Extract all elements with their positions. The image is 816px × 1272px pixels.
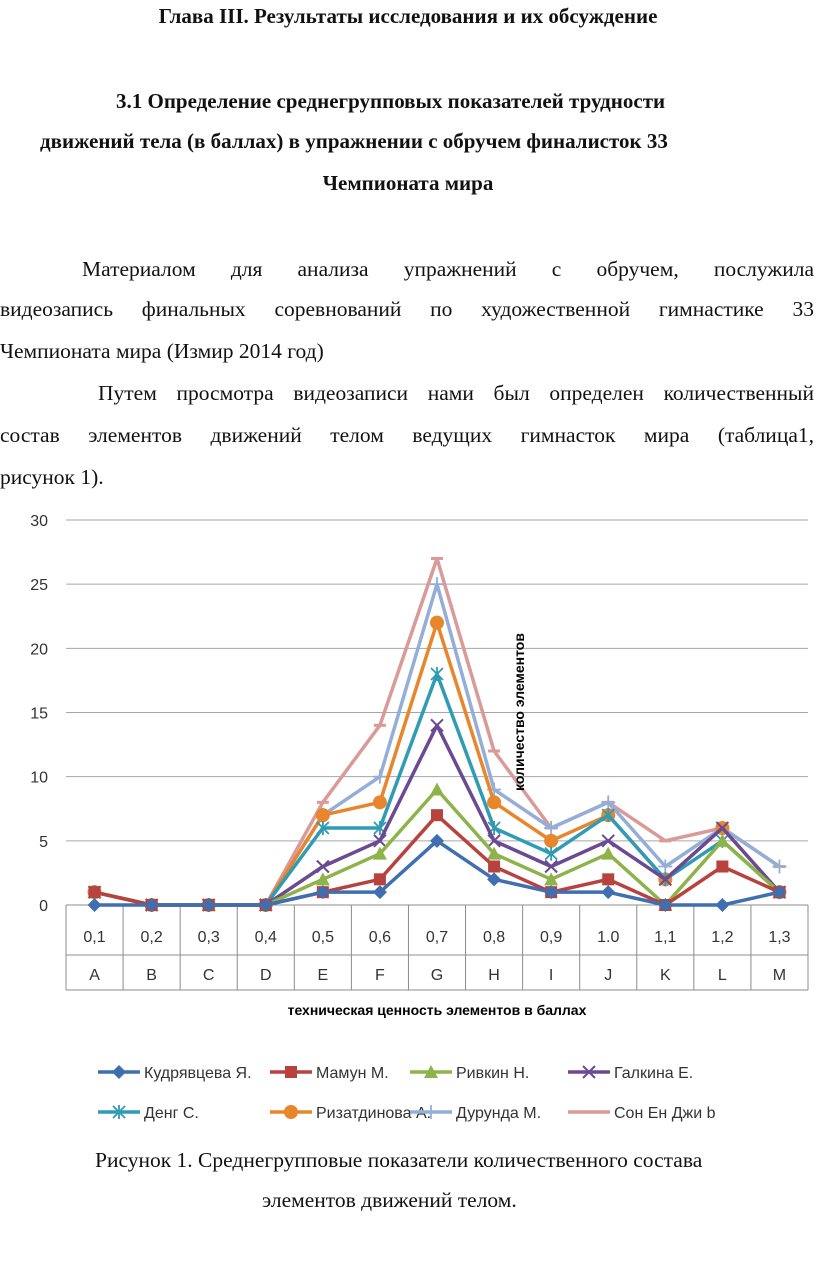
data-point bbox=[374, 873, 386, 885]
legend-label: Сон Ен Джи b bbox=[614, 1105, 716, 1122]
data-point bbox=[430, 616, 444, 630]
x-letter-label: C bbox=[202, 967, 215, 984]
x-letter-label: K bbox=[659, 967, 671, 984]
legend-item bbox=[98, 1065, 252, 1082]
chapter-title: Глава III. Результаты исследования и их обсуждение bbox=[158, 4, 658, 28]
data-point bbox=[89, 886, 101, 898]
chart-legend bbox=[98, 1065, 716, 1122]
data-point bbox=[487, 795, 501, 809]
legend-label: Денг С. bbox=[144, 1105, 199, 1122]
legend-label: Ризатдинова А. bbox=[316, 1105, 432, 1122]
x-tick-label: 1,2 bbox=[711, 929, 734, 946]
figure-caption-line-1: Рисунок 1. Среднегрупповые показатели количественного состава bbox=[95, 1148, 703, 1172]
series-2 bbox=[89, 809, 786, 911]
data-point bbox=[601, 885, 615, 899]
y-tick-label: 10 bbox=[30, 769, 48, 787]
data-point bbox=[430, 783, 444, 796]
data-point bbox=[488, 861, 500, 873]
data-point bbox=[431, 667, 443, 681]
series-line bbox=[95, 623, 780, 905]
legend-item bbox=[410, 1065, 529, 1082]
series-8 bbox=[89, 559, 786, 906]
legend-label: Кудрявцева Я. bbox=[144, 1065, 252, 1082]
data-point bbox=[373, 795, 387, 809]
y-tick-label: 30 bbox=[30, 513, 48, 530]
data-point bbox=[602, 873, 614, 885]
figure-caption-line-2: элементов движений телом. bbox=[262, 1188, 517, 1212]
data-point bbox=[715, 898, 729, 912]
x-letter-label: M bbox=[772, 967, 787, 984]
y-tick-label: 15 bbox=[30, 705, 48, 723]
line-chart bbox=[0, 500, 816, 1140]
x-tick-label: 1.0 bbox=[597, 929, 620, 946]
legend-item bbox=[270, 1065, 389, 1082]
x-tick-label: 1,3 bbox=[768, 929, 791, 946]
data-point bbox=[316, 808, 330, 822]
y-tick-label: 25 bbox=[30, 577, 48, 595]
data-point bbox=[544, 834, 558, 848]
x-letter-label: E bbox=[317, 967, 329, 984]
x-letter-label: J bbox=[604, 967, 613, 984]
data-point bbox=[431, 719, 443, 731]
y-tick-label: 0 bbox=[39, 898, 48, 915]
data-point bbox=[601, 847, 615, 860]
x-tick-label: 0,4 bbox=[254, 929, 277, 946]
x-axis-title: техническая ценность элементов в баллах bbox=[287, 1002, 587, 1018]
legend-item bbox=[98, 1105, 199, 1122]
x-axis-category-table bbox=[66, 905, 808, 990]
x-tick-label: 0,5 bbox=[311, 929, 334, 946]
y-axis-ticks bbox=[30, 513, 48, 915]
series-line bbox=[95, 559, 780, 906]
paragraph-2-line-1: Путем просмотра видеозаписи нами был определен количественный bbox=[98, 381, 814, 405]
data-point bbox=[88, 898, 102, 912]
legend-label: Дурунда М. bbox=[456, 1105, 542, 1122]
x-tick-label: 0,7 bbox=[425, 929, 449, 946]
paragraph-2-line-2: состав элементов движений телом ведущих гимнасток мира (таблица1, bbox=[0, 423, 814, 447]
x-letter-label: G bbox=[430, 967, 444, 984]
legend-marker bbox=[112, 1065, 126, 1079]
x-letter-label: B bbox=[146, 967, 157, 984]
paragraph-1-line-3: Чемпионата мира (Измир 2014 год) bbox=[0, 339, 324, 363]
x-tick-label: 0,1 bbox=[83, 929, 106, 946]
legend-label: Ривкин Н. bbox=[456, 1065, 530, 1082]
chart-series bbox=[88, 559, 787, 913]
legend-label: Мамун М. bbox=[316, 1065, 389, 1082]
legend-item bbox=[270, 1105, 431, 1122]
legend-item bbox=[568, 1105, 716, 1122]
legend-label: Галкина Е. bbox=[614, 1065, 694, 1082]
paragraph-2-line-3: рисунок 1). bbox=[0, 465, 104, 489]
paragraph-1-line-2: видеозапись финальных соревнований по художественной гимнастике 33 bbox=[0, 297, 814, 321]
x-letter-label: A bbox=[89, 967, 100, 984]
legend-item bbox=[568, 1065, 693, 1082]
x-letter-label: D bbox=[259, 967, 272, 984]
series-1 bbox=[88, 834, 787, 912]
x-letter-label: F bbox=[375, 967, 385, 984]
x-tick-label: 0,9 bbox=[540, 929, 563, 946]
x-tick-label: 0,2 bbox=[140, 929, 163, 946]
y-tick-label: 20 bbox=[30, 641, 48, 659]
paragraph-1-line-1: Материалом для анализа упражнений с обручем, послужила bbox=[82, 257, 814, 281]
x-letter-label: I bbox=[548, 967, 554, 984]
legend-marker bbox=[285, 1066, 297, 1078]
y-tick-label: 5 bbox=[39, 833, 48, 851]
x-letter-label: H bbox=[488, 967, 500, 984]
x-tick-label: 1,1 bbox=[654, 929, 677, 946]
x-letter-label: L bbox=[717, 967, 727, 984]
section-title-line-3: Чемпионата мира bbox=[322, 171, 494, 195]
y-axis-title: количество элементов bbox=[511, 633, 527, 791]
data-point bbox=[431, 809, 443, 821]
x-tick-label: 0,3 bbox=[197, 929, 220, 946]
section-title-line-2: движений тела (в баллах) в упражнении с обручем финалисток 33 bbox=[40, 129, 668, 153]
data-point bbox=[716, 861, 728, 873]
legend-marker bbox=[284, 1105, 298, 1119]
x-tick-label: 0,6 bbox=[368, 929, 392, 946]
x-tick-label: 0,8 bbox=[482, 929, 506, 946]
section-title-line-1: 3.1 Определение среднегрупповых показателей трудности bbox=[116, 89, 666, 113]
series-line bbox=[95, 584, 780, 905]
